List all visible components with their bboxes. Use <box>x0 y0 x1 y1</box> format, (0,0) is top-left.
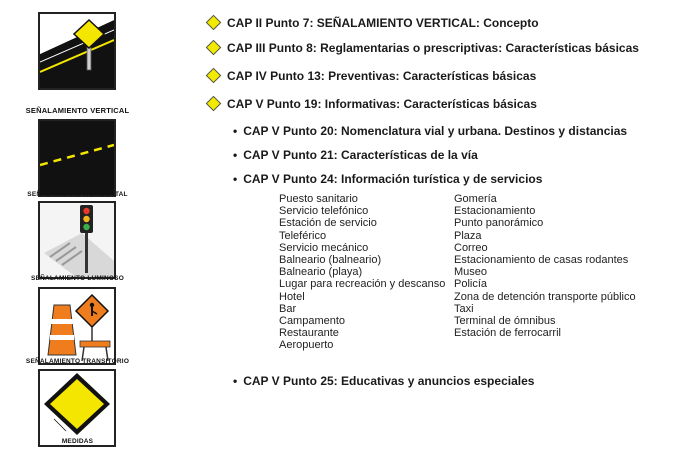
sidebar-caption-measures: MEDIDAS <box>61 438 94 445</box>
list-item: Balneario (playa) <box>279 266 363 279</box>
diamond-bullet-icon <box>206 40 222 56</box>
services-list-left <box>279 193 445 352</box>
list-item: Lugar para recreación y descanso <box>279 278 446 291</box>
list-item: Aeropuerto <box>279 339 334 352</box>
list-item: Teleférico <box>279 229 327 242</box>
list-item: Policía <box>454 278 488 291</box>
bullet-icon: • <box>233 374 238 388</box>
chapter-item: CAP V Punto 19: Informativas: Características básicas <box>205 97 537 111</box>
list-item: Estación de servicio <box>279 217 377 230</box>
diamond-bullet-icon <box>206 96 222 112</box>
subpoint-item: • CAP V Punto 21: Características de la vía <box>233 148 478 162</box>
construction-cone-icon <box>38 287 116 365</box>
measures-sign-icon <box>38 369 116 447</box>
list-item: Museo <box>454 266 488 279</box>
sidebar <box>0 0 170 451</box>
list-item: Balneario (balneario) <box>279 254 382 267</box>
horizontal-signage-icon <box>38 119 116 197</box>
list-item: Estación de ferrocarril <box>454 327 561 340</box>
bullet-icon: • <box>233 148 238 162</box>
list-item: Estacionamiento de casas rodantes <box>454 254 629 267</box>
list-item: Servicio mecánico <box>279 241 369 254</box>
list-item: Correo <box>454 241 488 254</box>
chapter-item: CAP II Punto 7: SEÑALAMIENTO VERTICAL: Concepto <box>205 16 539 30</box>
services-list-right <box>454 193 636 339</box>
list-item: Hotel <box>279 290 305 303</box>
chapter-item: CAP IV Punto 13: Preventivas: Características básicas <box>205 69 536 83</box>
sidebar-caption-temporary: SEÑALAMIENTO TRANSITORIO <box>25 358 130 365</box>
list-item: Estacionamiento <box>454 205 536 218</box>
list-item: Servicio telefónico <box>279 205 369 218</box>
subpoint-item: • CAP V Punto 24: Información turística y de servicios <box>233 172 543 186</box>
list-item: Zona de detención transporte público <box>454 290 636 303</box>
list-item: Puesto sanitario <box>279 193 358 205</box>
vertical-signage-icon <box>38 12 116 90</box>
list-item: Restaurante <box>279 327 339 340</box>
list-item: Punto panorámico <box>454 217 544 230</box>
diamond-bullet-icon <box>206 15 222 31</box>
list-item: Taxi <box>454 302 474 315</box>
list-item: Gomería <box>454 193 497 205</box>
bullet-icon: • <box>233 172 238 186</box>
sidebar-caption-horizontal: SEÑALAMIENTO HORIZONTAL <box>27 191 128 198</box>
list-item: Terminal de ómnibus <box>454 315 556 328</box>
list-item: Campamento <box>279 315 346 328</box>
diamond-bullet-icon <box>206 68 222 84</box>
traffic-light-icon <box>38 201 116 279</box>
sidebar-caption-vertical: SEÑALAMIENTO VERTICAL <box>25 106 130 115</box>
bullet-icon: • <box>233 124 238 138</box>
subpoint-item: • CAP V Punto 25: Educativas y anuncios especiales <box>233 374 535 388</box>
chapter-item: CAP III Punto 8: Reglamentarias o prescriptivas: Características básicas <box>205 41 639 55</box>
list-item: Plaza <box>454 229 482 242</box>
list-item: Bar <box>279 302 297 315</box>
sidebar-caption-luminous: SEÑALAMIENTO LUMINOSO <box>31 275 124 282</box>
subpoint-item: • CAP V Punto 20: Nomenclatura vial y urbana. Destinos y distancias <box>233 124 628 138</box>
